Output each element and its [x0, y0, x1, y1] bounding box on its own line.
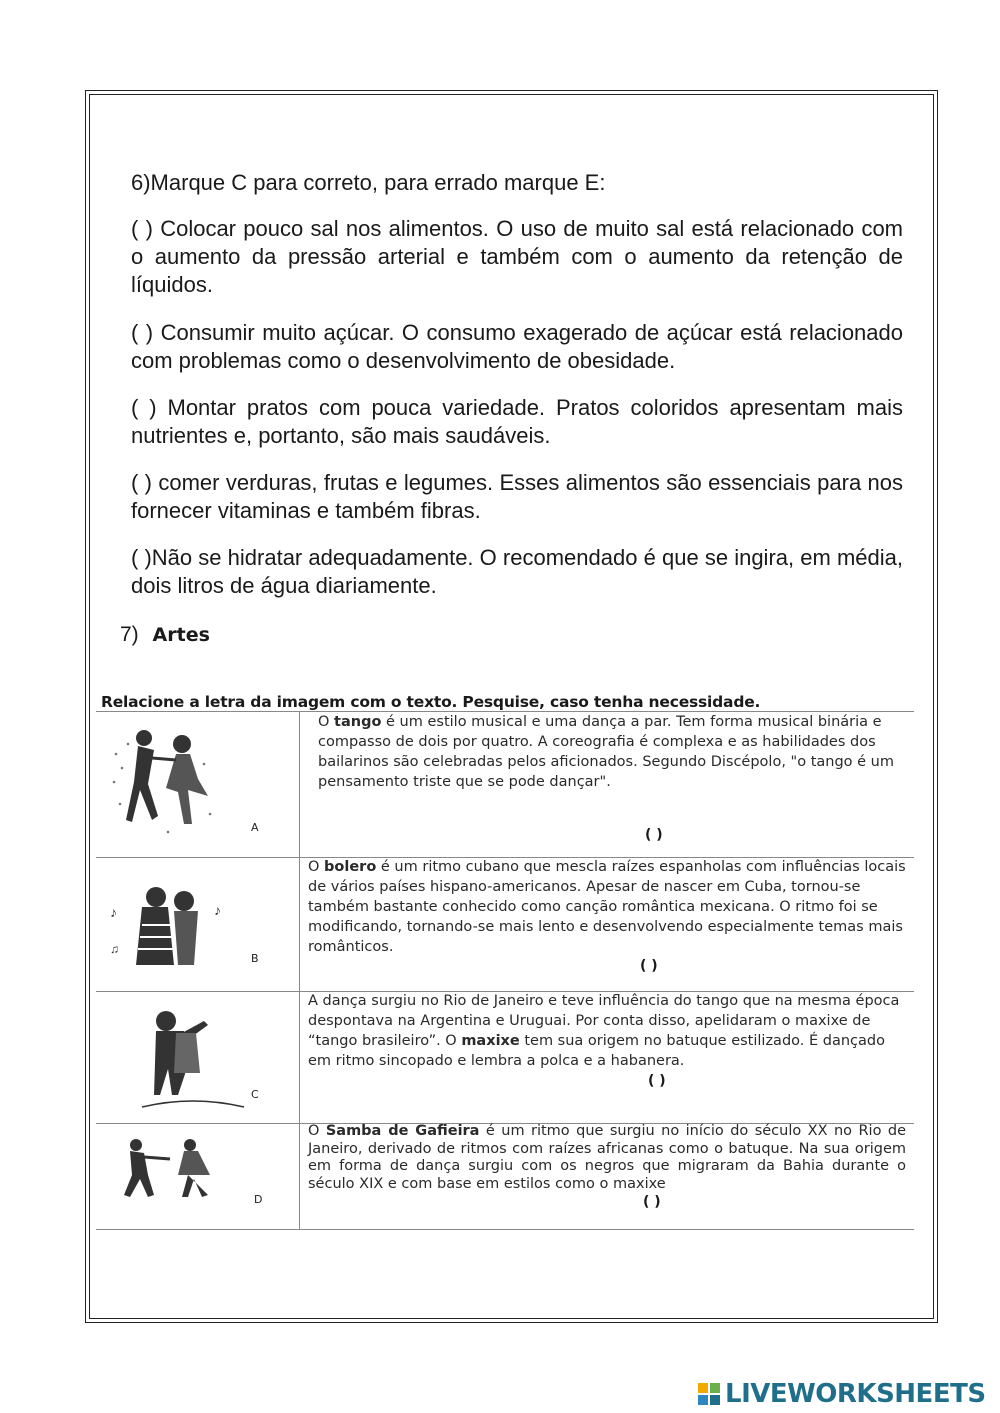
row-c-text-post: tem sua origem no batuque estilizado. É dançado em ritmo sincopado e lembra a polca e a habanera.: [308, 1033, 885, 1069]
text-cell-c: [308, 991, 906, 1071]
row-d-keyword: Samba de Gafieira: [325, 1123, 480, 1139]
liveworksheets-brand-text: LIVEWORKSHEETS: [725, 1379, 986, 1409]
image-letter-b: B: [251, 952, 259, 965]
q6-item-hydration: ( )Não se hidratar adequadamente. O recomendado é que se ingira, em média, dois litros de água diariamente.: [131, 545, 903, 598]
text-cell-b: [308, 857, 906, 957]
row-b-text-pre: O: [308, 859, 325, 875]
relation-row-b: [96, 857, 914, 992]
row-a-text-pre: O: [318, 714, 335, 730]
row-d-text-pre: O: [308, 1123, 326, 1139]
row-c-text-pre: A dança surgiu no Rio de Janeiro e teve influência do tango que na mesma época despontava na Argentina e Uruguai. Por conta disso, apelidaram o maxixe de “tango brasileiro”. O: [308, 993, 900, 1049]
image-cell-d: [96, 1123, 300, 1229]
answer-paren-a[interactable]: ( ): [645, 827, 663, 843]
question-7-title: Artes: [152, 624, 210, 646]
q6-item-vegetables: ( ) comer verduras, frutas e legumes. Esses alimentos são essenciais para nos fornecer vitaminas e também fibras.: [131, 470, 903, 523]
row-c-keyword: maxixe: [461, 1033, 520, 1049]
image-cell-b: [96, 857, 300, 991]
image-cell-c: [96, 991, 300, 1123]
image-letter-d: D: [254, 1193, 263, 1206]
answer-paren-c[interactable]: ( ): [648, 1073, 666, 1089]
relation-instruction: Relacione a letra da imagem com o texto. Pesquise, caso tenha necessidade.: [101, 693, 761, 711]
svg-text:♫: ♫: [110, 942, 119, 956]
bolero-couple-image: [108, 885, 228, 975]
row-a-keyword: tango: [334, 714, 382, 730]
q6-item-salt: ( ) Colocar pouco sal nos alimentos. O uso de muito sal está relacionado com o aumento da pressão arterial e também com o aumento da retenção de líquidos.: [131, 216, 903, 297]
row-d-text-post: é um ritmo que surgiu no início do século XX no Rio de Janeiro, derivado de ritmos com raízes africanas como o batuque. Na sua origem em forma de dança surgiu com os negros que migraram da Bahia durante o século XIX e com base em estilos como o maxixe: [308, 1123, 906, 1192]
liveworksheets-logo-icon: [697, 1382, 721, 1406]
svg-text:♪: ♪: [110, 904, 117, 920]
image-cell-a: [96, 712, 300, 857]
row-b-keyword: bolero: [324, 859, 377, 875]
text-cell-a: [318, 712, 906, 792]
question-7-heading: [120, 623, 210, 647]
row-b-text-post: é um ritmo cubano que mescla raízes espanholas com influências locais de vários países hispano-americanos. Apesar de nascer em Cuba, tornou-se também bastante conhecido como canção romântica mexicana. O ritmo foi se modificando, tornando-se mais lento e desenvolvendo especialmente temas mais românticos.: [308, 859, 906, 955]
answer-paren-b[interactable]: ( ): [640, 958, 658, 974]
image-letter-a: A: [251, 821, 259, 834]
image-letter-c: C: [251, 1088, 259, 1101]
svg-text:♪: ♪: [214, 902, 221, 918]
relation-row-a: [96, 711, 914, 858]
text-cell-d: [308, 1123, 906, 1193]
q6-item-sugar: ( ) Consumir muito açúcar. O consumo exagerado de açúcar está relacionado com problemas como o desenvolvimento de obesidade.: [131, 320, 903, 373]
liveworksheets-brand: [697, 1377, 986, 1411]
answer-paren-d[interactable]: ( ): [643, 1194, 661, 1210]
q6-item-variety: ( ) Montar pratos com pouca variedade. Pratos coloridos apresentam mais nutrientes e, portanto, são mais saudáveis.: [131, 395, 903, 448]
samba-gafieira-couple-image: [118, 1135, 228, 1205]
relation-row-c: [96, 991, 914, 1124]
relation-row-d: [96, 1123, 914, 1230]
question-7-number: 7): [120, 623, 139, 646]
maxixe-couple-image: [138, 1003, 248, 1118]
tango-dancers-image: [108, 724, 218, 844]
question-6-title: 6)Marque C para correto, para errado marque E:: [131, 170, 606, 195]
row-a-text-post: é um estilo musical e uma dança a par. Tem forma musical binária e compasso de dois por quatro. A coreografia é complexa e as habilidades dos bailarinos são celebradas pelos aficionados. Segundo Discépolo, "o tango é um pensamento triste que se pode dançar".: [318, 714, 894, 790]
